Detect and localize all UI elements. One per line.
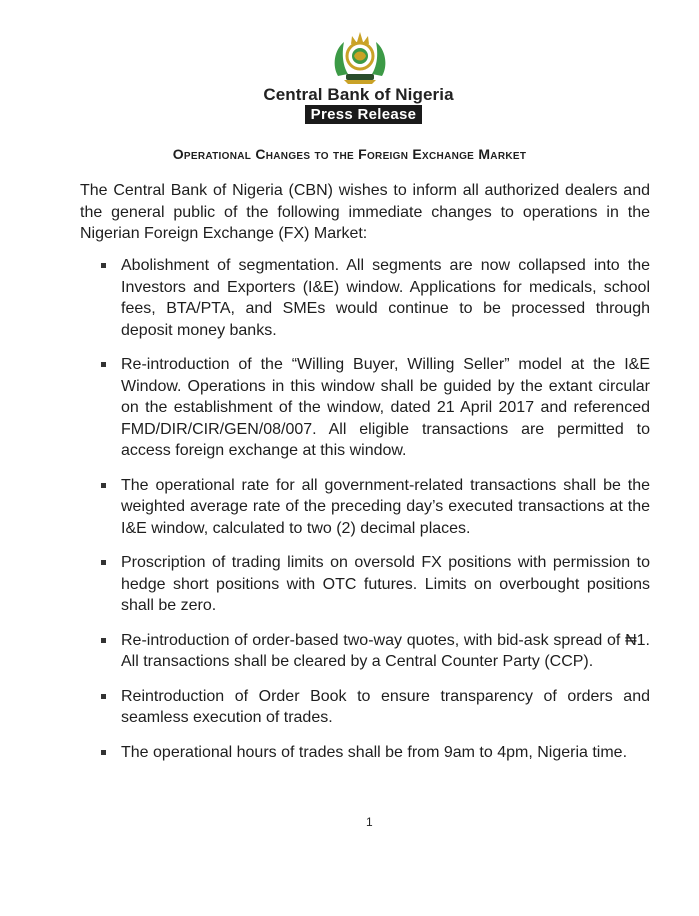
list-item-text: Proscription of trading limits on oversold FX positions with permission to hedge short positions with OTC futures. Limits on overbought positions shall be zero. <box>121 554 650 614</box>
bullet-icon <box>101 638 106 643</box>
bullet-icon <box>101 560 106 565</box>
bullet-icon <box>101 263 106 268</box>
intro-paragraph: The Central Bank of Nigeria (CBN) wishes to inform all authorized dealers and the general public of the following immediate changes to operations in the Nigerian Foreign Exchange (FX) Market: <box>80 182 650 242</box>
list-item-text: Re-introduction of order-based two-way quotes, with bid-ask spread of ₦1. All transactions shall be cleared by a Central Counter Party (CCP). <box>121 631 650 670</box>
list-item <box>80 354 650 462</box>
list-item-text: The operational hours of trades shall be from 9am to 4pm, Nigeria time. <box>121 743 628 761</box>
list-item <box>80 630 650 673</box>
changes-list <box>80 255 650 776</box>
bullet-icon <box>101 362 106 367</box>
list-item-text: Abolishment of segmentation. All segments are now collapsed into the Investors and Exporters (I&E) window. Applications for medicals, school fees, BTA/PTA, and SMEs would continue to be processed through deposit money banks. <box>121 257 650 339</box>
bullet-icon <box>101 750 106 755</box>
list-item <box>80 255 650 341</box>
list-item <box>80 742 650 764</box>
organization-name: Central Bank of Nigeria <box>263 85 454 104</box>
list-item <box>80 686 650 729</box>
bullet-icon <box>101 483 106 488</box>
list-item-text: The operational rate for all government-related transactions shall be the weighted average rate of the preceding day’s executed transactions at the I&E window, calculated to two (2) decimal places. <box>121 476 650 537</box>
list-item-text: Reintroduction of Order Book to ensure transparency of orders and seamless execution of trades. <box>121 687 650 726</box>
press-release-badge: Press Release <box>305 105 422 124</box>
cbn-crest-icon <box>330 30 390 86</box>
page-number: 1 <box>366 815 373 829</box>
list-item <box>80 552 650 617</box>
document-title: Operational Changes to the Foreign Exchange Market <box>172 146 527 162</box>
bullet-icon <box>101 694 106 699</box>
list-item-text: Re-introduction of the “Willing Buyer, Willing Seller” model at the I&E Window. Operations in this window shall be guided by the extant circular on the establishment of the window, dated 21 April 2017 and referenced FMD/DIR/CIR/GEN/08/007. All eligible transactions are permitted to access foreign exchange at this window. <box>121 356 650 459</box>
list-item <box>80 475 650 540</box>
